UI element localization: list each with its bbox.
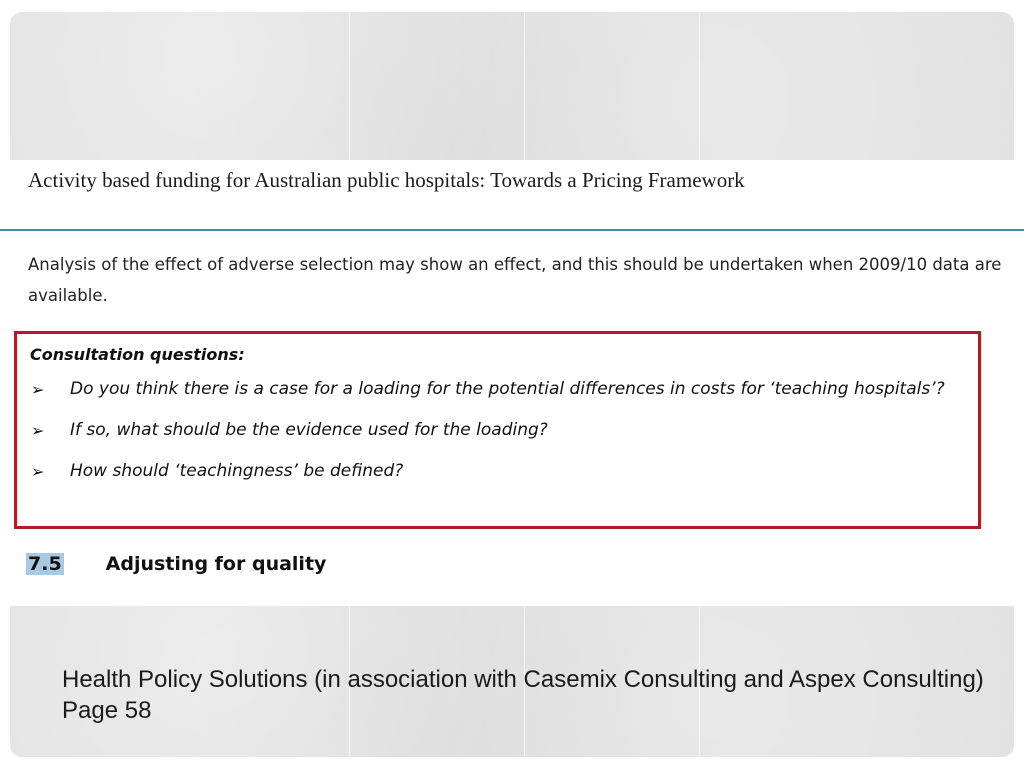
question-text: How should ‘teachingness’ be defined? — [70, 461, 404, 481]
arrow-bullet-icon: ➢ — [31, 462, 45, 481]
arrow-bullet-icon: ➢ — [31, 380, 45, 399]
body-paragraph: Analysis of the effect of adverse selection may show an effect, and this should be undertaken when 2009/10 data are available. — [28, 255, 1002, 305]
panel-divider — [349, 12, 350, 160]
panel-divider — [699, 12, 700, 160]
section-heading — [26, 553, 326, 575]
footer-citation-text: Health Policy Solutions (in association with Casemix Consulting and Aspex Consulting) Page 58 — [62, 666, 984, 724]
top-decorative-panel — [10, 12, 1014, 160]
consultation-box — [14, 331, 981, 529]
header-rule — [0, 229, 1024, 231]
document-header-title: Activity based funding for Australian public hospitals: Towards a Pricing Framework — [28, 168, 745, 192]
question-text: Do you think there is a case for a loading for the potential differences in costs for ‘teaching hospitals’? — [70, 379, 945, 399]
panel-divider — [524, 12, 525, 160]
consultation-question-list — [27, 376, 967, 499]
arrow-bullet-icon: ➢ — [31, 421, 45, 440]
section-number: 7.5 — [28, 553, 62, 575]
bottom-decorative-panel — [10, 606, 1014, 757]
question-text: If so, what should be the evidence used for the loading? — [70, 420, 548, 440]
section-title: Adjusting for quality — [105, 553, 327, 575]
consultation-question — [27, 458, 967, 485]
consultation-question — [27, 376, 967, 403]
consultation-question — [27, 417, 967, 444]
consultation-title: Consultation questions: — [30, 345, 245, 364]
